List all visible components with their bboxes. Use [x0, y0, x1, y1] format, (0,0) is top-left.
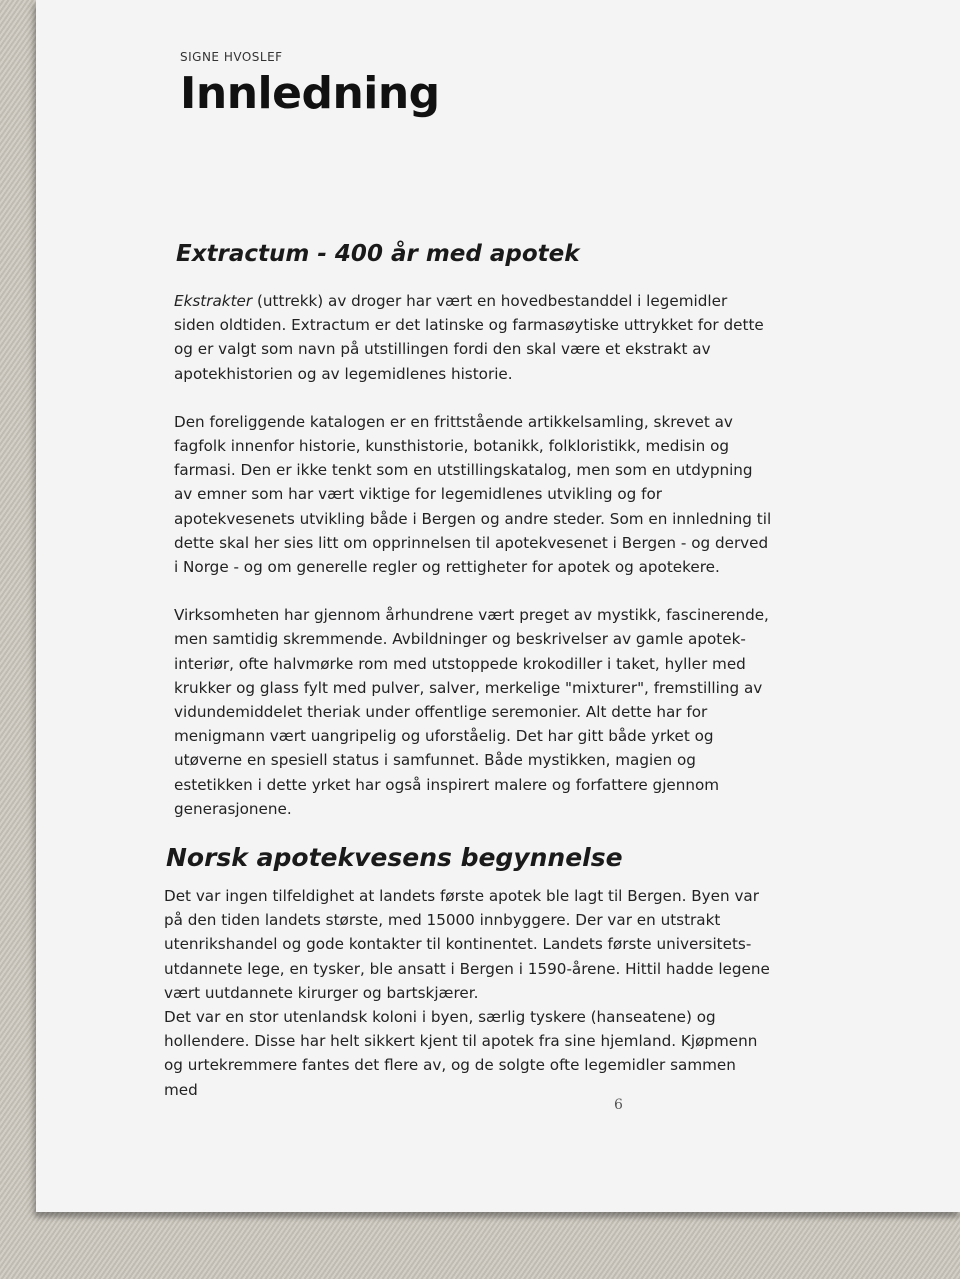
paragraph: Det var ingen tilfeldighet at landets første apotek ble lagt til Bergen. Byen var på den tiden landets største, med 15000 innbyggere. Der var en utstrakt utenrikshandel og gode kontakter til kontinentet. Landets første universitets-utdannete lege, en tysker, ble ansatt i Bergen i 1590-årene. Hittil hadde legene vært uutdannete kirurger og bartskjærer.: [164, 887, 770, 1002]
paragraph: Virksomheten har gjennom århundrene vært preget av mystikk, fascinerende, men samtidig skremmende. Avbildninger og beskrivelser av gamle apotek-interiør, ofte halvmørke rom med utstoppede krokodiller i taket, hyller med krukker og glass fylt med pulver, salver, merkelige "mixturer", fremstilling av vidundemiddelet theriak under offentlige seremonier. Alt dette har for menigmann vært uangripelig og uforståelig. Det har gitt både yrket og utøverne en spesiell status i samfunnet. Både mystikken, magien og estetikken i dette yrket har også inspirert malere og forfattere gjennom generasjonene.: [174, 606, 769, 818]
section-title-extractum: Extractum - 400 år med apotek: [176, 241, 580, 267]
chapter-title: Innledning: [180, 68, 440, 119]
paragraph-lead-term: Ekstrakter: [174, 292, 253, 310]
paragraph: Den foreliggende katalogen er en frittstående artikkelsamling, skrevet av fagfolk innenfor historie, kunsthistorie, botanikk, folkloristikk, medisin og farmasi. Den er ikke tenkt som en utstillingskatalog, men som en utdypning av emner som har vært viktige for legemidlenes utvikling og for apotekvesenets utvikling både i Bergen og andre steder. Som en innledning til dette skal her sies litt om opprinnelsen til apotekvesenet i Bergen - og derved i Norge - og om generelle regler og rettigheter for apotek og apotekere.: [174, 412, 772, 577]
page-number: 6: [614, 1097, 623, 1113]
paragraph: Det var en stor utenlandsk koloni i byen, særlig tyskere (hanseatene) og hollendere. Disse har helt sikkert kjent til apotek fra sine hjemland. Kjøpmenn og urtekremmere fantes det flere av, og de solgte ofte legemidler sammen med: [164, 1008, 758, 1099]
author-name: SIGNE HVOSLEF: [180, 50, 283, 64]
section-extractum: [162, 241, 772, 821]
section-norsk-apotekvesen: [162, 843, 772, 1102]
paragraph-text: (uttrekk) av droger har vært en hovedbestanddel i legemidler siden oldtiden. Extractum er det latinske og farmasøytiske uttrykket for dette og er valgt som navn på utstillingen fordi den skal være et ekstrakt av apotekhistorien og av legemidlenes historie.: [174, 292, 764, 383]
document-page: [36, 0, 960, 1212]
section-title-norsk-apotekvesen: Norsk apotekvesens begynnelse: [166, 843, 623, 873]
page-content: [162, 50, 772, 1102]
paragraph: [174, 289, 772, 386]
